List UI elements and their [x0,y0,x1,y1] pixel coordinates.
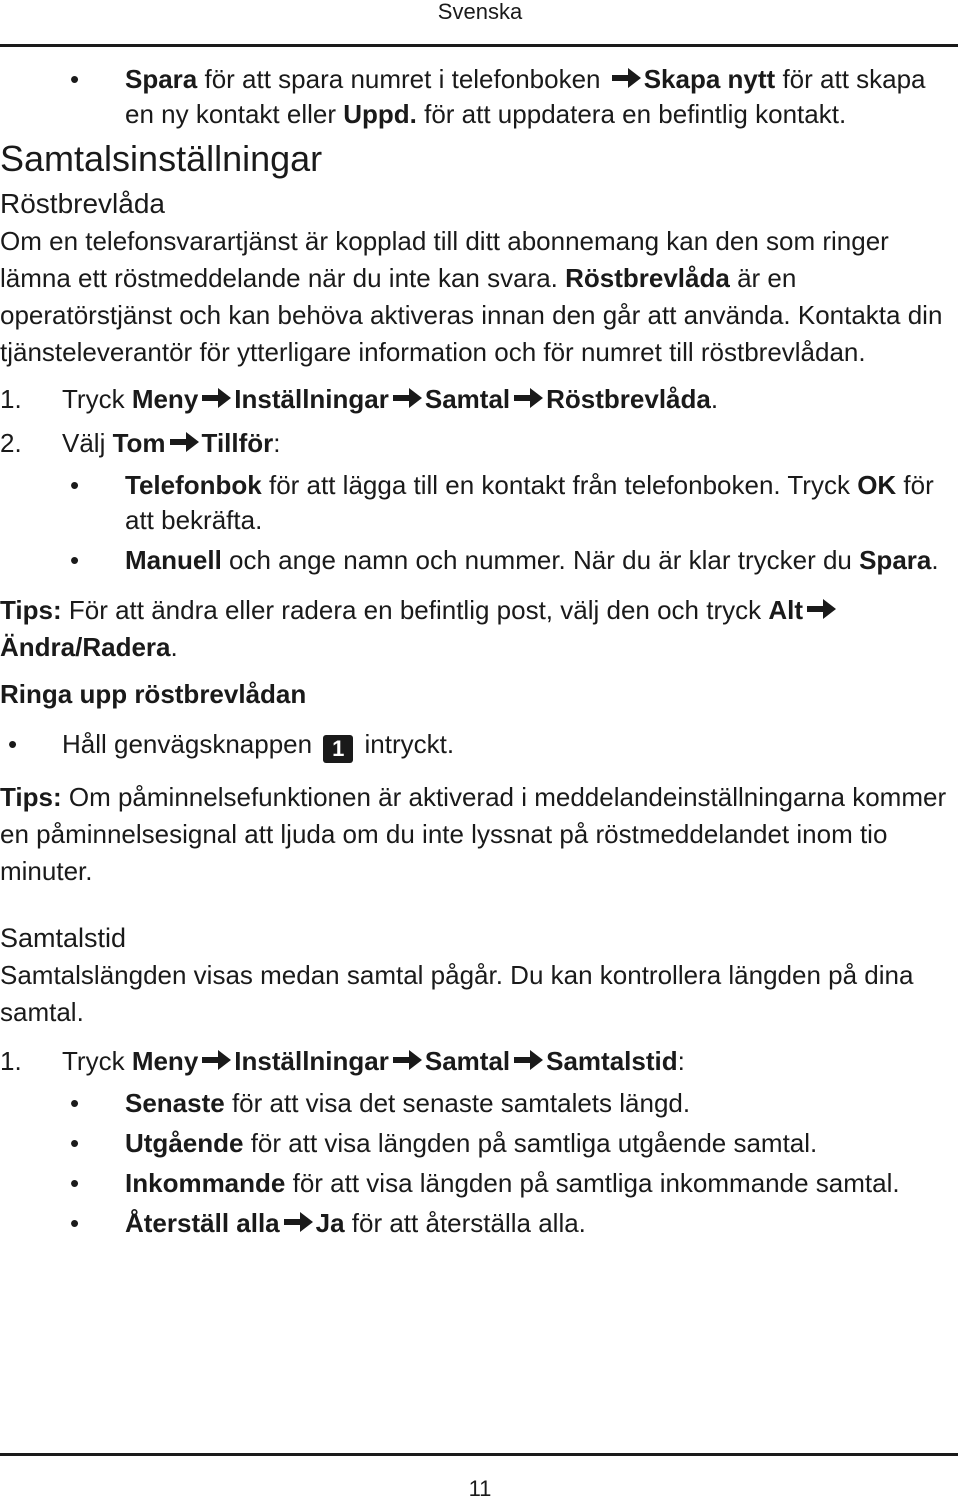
bullet-dot: • [70,1088,80,1118]
step-2: 2. Välj Tom Tillför: [0,428,281,458]
tip: Tips: Om påminnelsefunktionen är aktiverad i meddelandeinställningarna kommer en påminnelsesignal att ljuda om du inte lyssnat på röstmeddelandet inom tio minuter. [0,782,947,886]
list-item: • Inkommande för att visa längden på samtliga inkommande samtal. [0,1166,958,1201]
paragraph: Samtalslängden visas medan samtal pågår. Du kan kontrollera längden på dina samtal. [0,960,914,1027]
page-number: 11 [468,1476,492,1501]
step-1: 1. Tryck Meny Inställningar Samtal Röstbrevlåda. [0,384,719,414]
arrow-right-icon [512,1047,544,1073]
section-title: Samtalsinställningar [0,138,323,179]
list-item: • Senaste för att visa det senaste samtalets längd. [0,1086,958,1121]
shortcut-key-1-icon: 1 [323,735,353,763]
bullet-dot: • [70,64,80,94]
bullet-dot: • [70,470,80,500]
arrow-right-icon [282,1209,314,1235]
bullet-dot: • [70,545,80,575]
step-1: 1. Tryck Meny Inställningar Samtal Samtalstid: [0,1046,685,1076]
arrow-right-icon [200,385,232,411]
list-item: • Håll genvägsknappen 1 intryckt. [0,726,958,763]
list-item: • Utgående för att visa längden på samtliga utgående samtal. [0,1126,958,1161]
header-language: Svenska [437,0,523,24]
subsection-title: Röstbrevlåda [0,188,165,219]
bullet-dot: • [70,1168,80,1198]
subsection-title: Samtalstid [0,923,127,953]
page-content [0,62,958,1241]
arrow-right-icon [610,65,642,91]
bullet-dot: • [70,1128,80,1158]
list-item: • Återställ alla Ja för att återställa alla. [0,1206,958,1241]
arrow-right-icon [391,1047,423,1073]
subsection-title: Ringa upp röstbrevlådan [0,679,307,709]
tip: Tips: För att ändra eller radera en befintlig post, välj den och tryck AltÄndra/Radera. [0,592,958,666]
arrow-right-icon [512,385,544,411]
arrow-right-icon [391,385,423,411]
list-item: • Telefonbok för att lägga till en kontakt från telefonboken. Tryck OK för att bekräfta. [70,470,934,535]
arrow-right-icon [168,429,200,455]
bullet-dot: • [70,1208,80,1238]
list-item: • Manuell och ange namn och nummer. När du är klar trycker du Spara. [0,543,958,578]
paragraph: Om en telefonsvarartjänst är kopplad till ditt abonnemang kan den som ringer lämna ett röstmeddelande när du inte kan svara. Röstbrevlåda är en operatörstjänst och kan behöva aktiveras innan den går att använda. Kontakta din tjänsteleverantör för ytterligare information och för numret till röstbrevlådan. [0,226,943,367]
header-divider [0,44,958,47]
list-item: • Spara för att spara numret i telefonboken Skapa nytt för att skapa en ny kontakt eller Uppd. för att uppdatera en befintlig kontakt. [70,64,926,129]
arrow-right-icon [200,1047,232,1073]
bullet-dot: • [8,729,18,759]
footer-divider [0,1453,958,1456]
arrow-right-icon [805,596,837,622]
